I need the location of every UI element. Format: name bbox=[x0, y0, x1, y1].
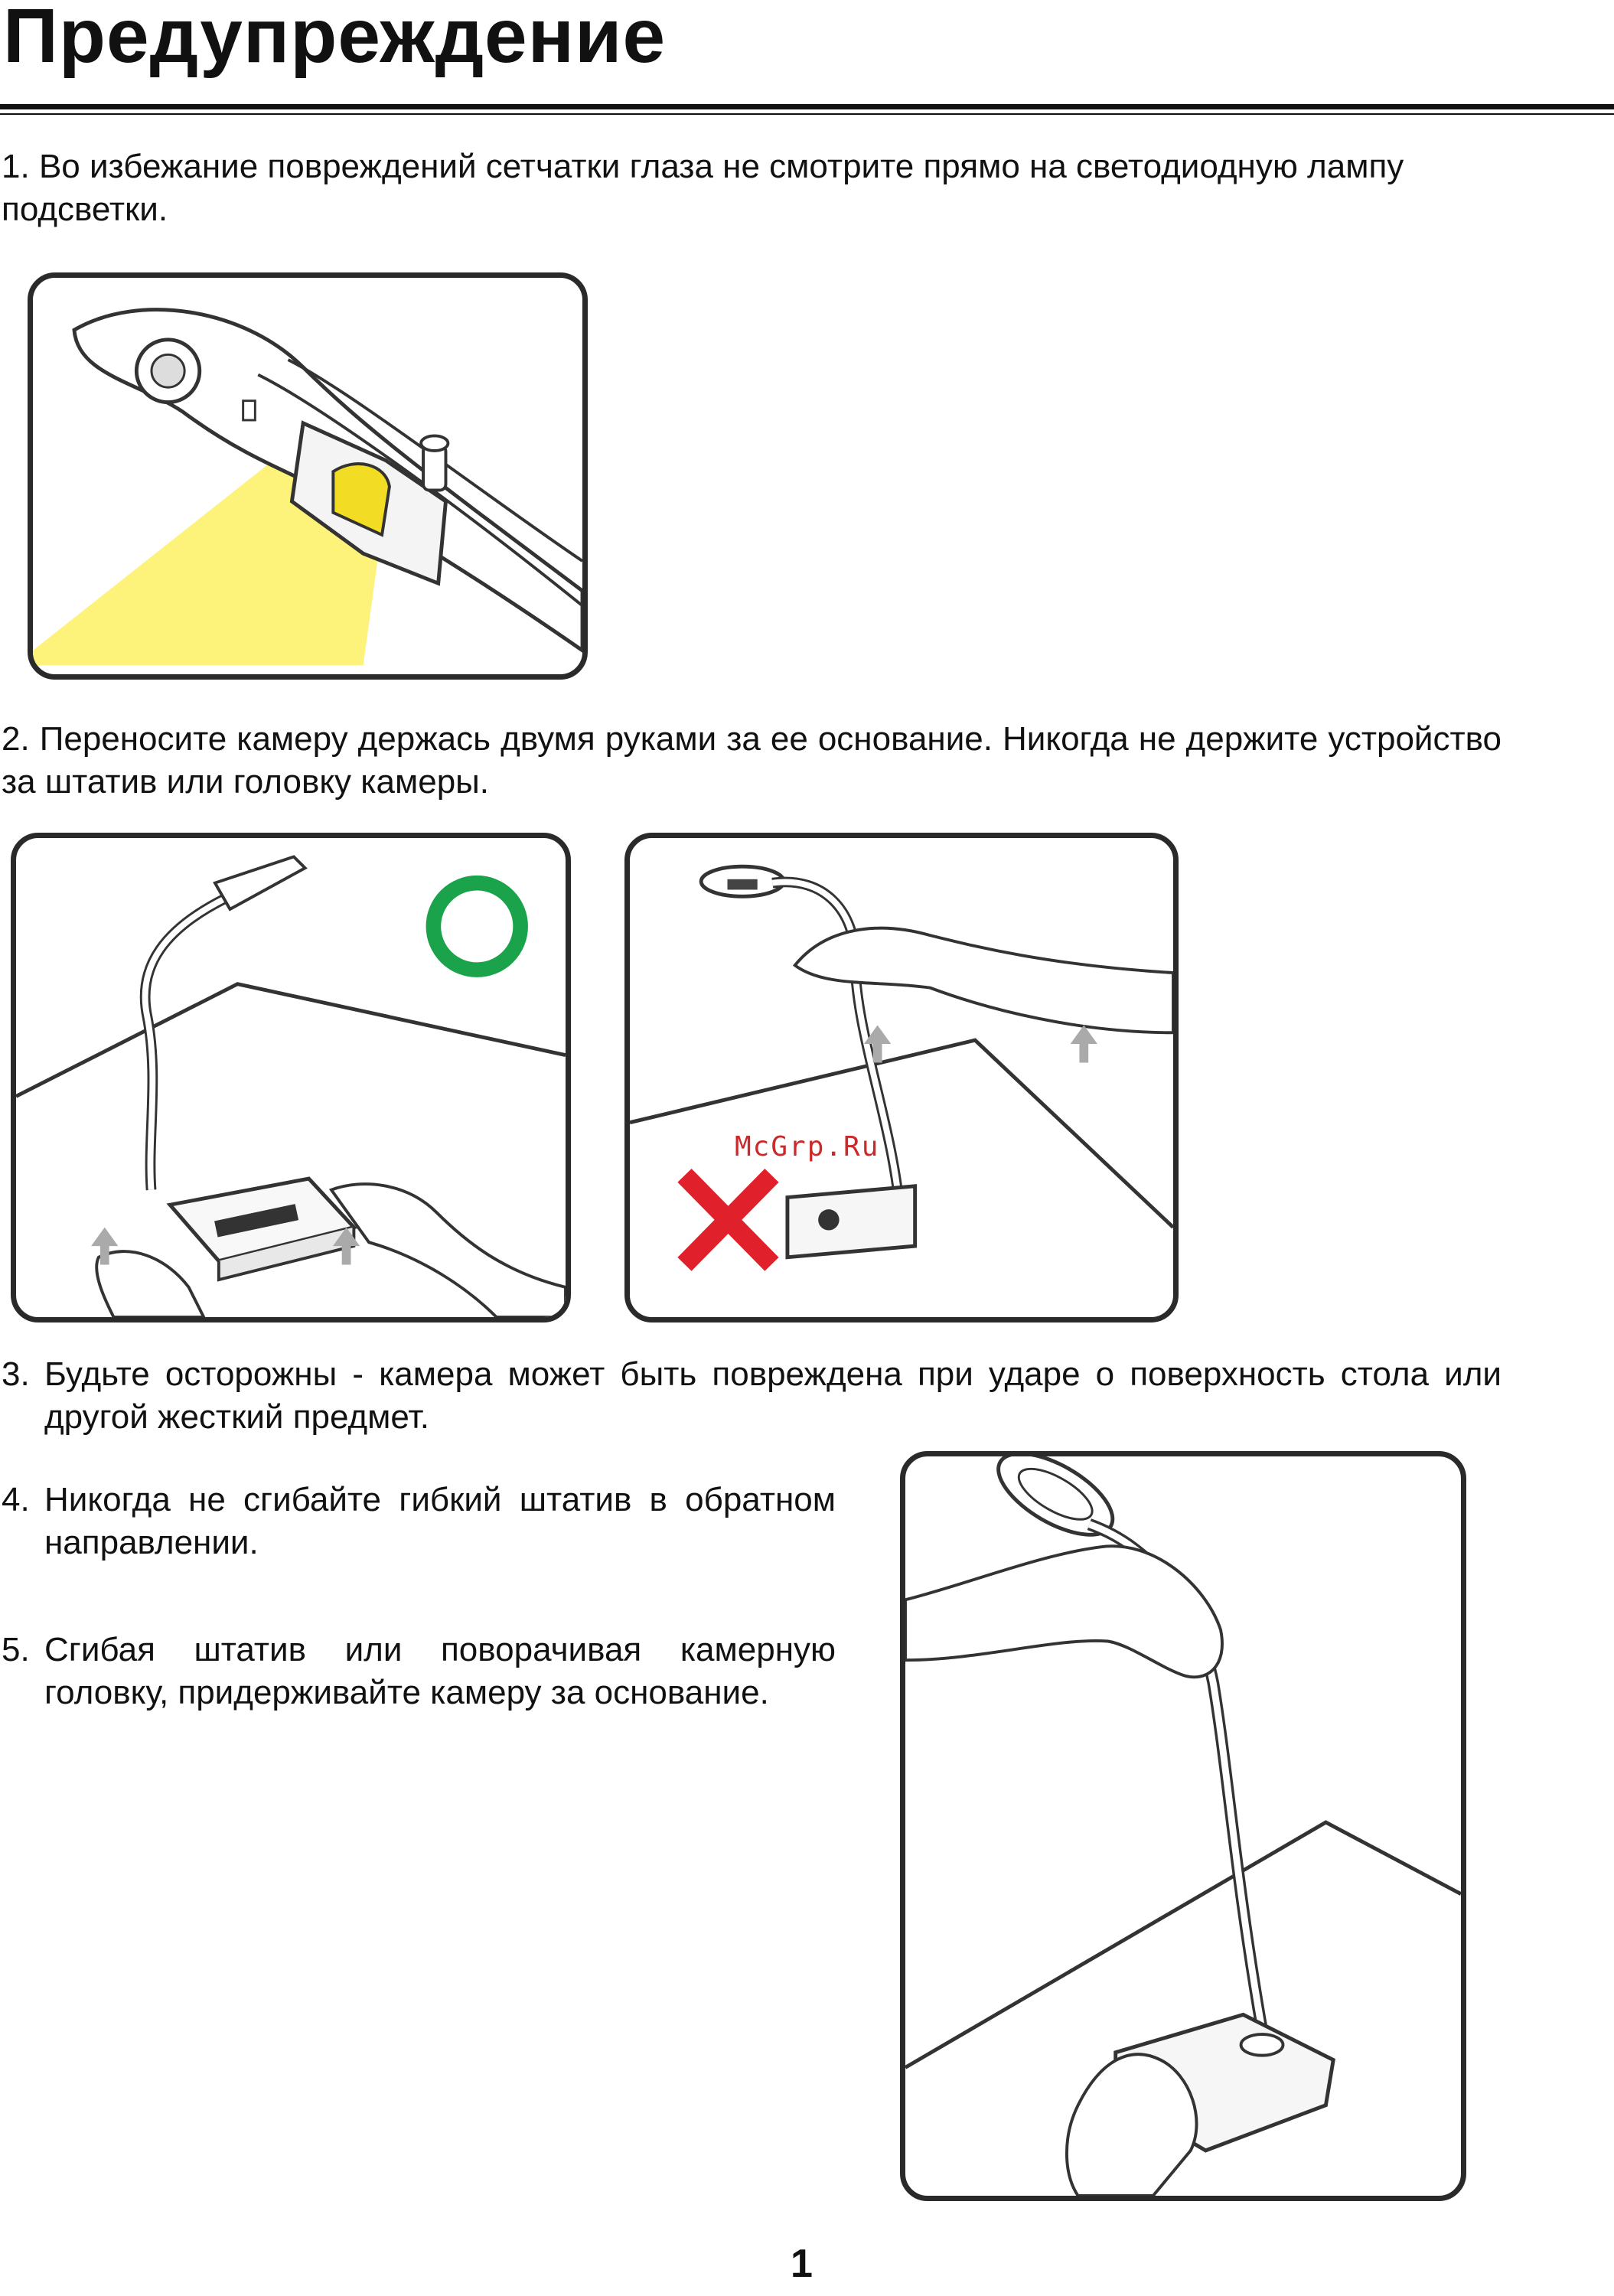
item-text: Во избежание повреждений сетчатки глаза не смотрите прямо на светодиодную лампу подсветки. bbox=[2, 148, 1404, 228]
watermark-text: McGrp.Ru bbox=[735, 1131, 880, 1163]
correct-circle-icon bbox=[433, 883, 520, 970]
page-number: 1 bbox=[791, 2242, 813, 2286]
warning-item-5 bbox=[2, 1629, 836, 1714]
item-text: Переносите камеру держась двумя руками за ее основание. Никогда не держите устройство за штатив или головку камеры. bbox=[2, 720, 1502, 801]
item-number: 4. bbox=[2, 1481, 30, 1518]
item-text: Никогда не сгибайте гибкий штатив в обратном направлении. bbox=[44, 1481, 836, 1561]
warning-item-4 bbox=[2, 1479, 836, 1564]
item-number: 2. bbox=[2, 720, 30, 758]
warning-item-2 bbox=[2, 718, 1502, 804]
item-number: 5. bbox=[2, 1631, 30, 1668]
item-text: Будьте осторожны - камера может быть повреждена при ударе о поверхность стола или другой жесткий предмет. bbox=[44, 1355, 1502, 1436]
item-number: 3. bbox=[2, 1355, 30, 1393]
wrong-carry-illustration bbox=[624, 833, 1179, 1322]
correct-carry-illustration bbox=[11, 833, 571, 1322]
bend-stand-illustration bbox=[900, 1451, 1466, 2201]
item-text: Сгибая штатив или поворачивая камерную головку, придерживайте камеру за основание. bbox=[44, 1631, 836, 1711]
title-divider-thick bbox=[0, 104, 1614, 109]
page-title: Предупреждение bbox=[3, 0, 667, 79]
item-number: 1. bbox=[2, 148, 30, 185]
title-divider-thin bbox=[0, 113, 1614, 115]
warning-item-1 bbox=[2, 145, 1456, 231]
warning-item-3 bbox=[2, 1353, 1502, 1439]
wrong-cross-icon bbox=[691, 1182, 765, 1257]
led-lamp-illustration bbox=[28, 272, 588, 680]
